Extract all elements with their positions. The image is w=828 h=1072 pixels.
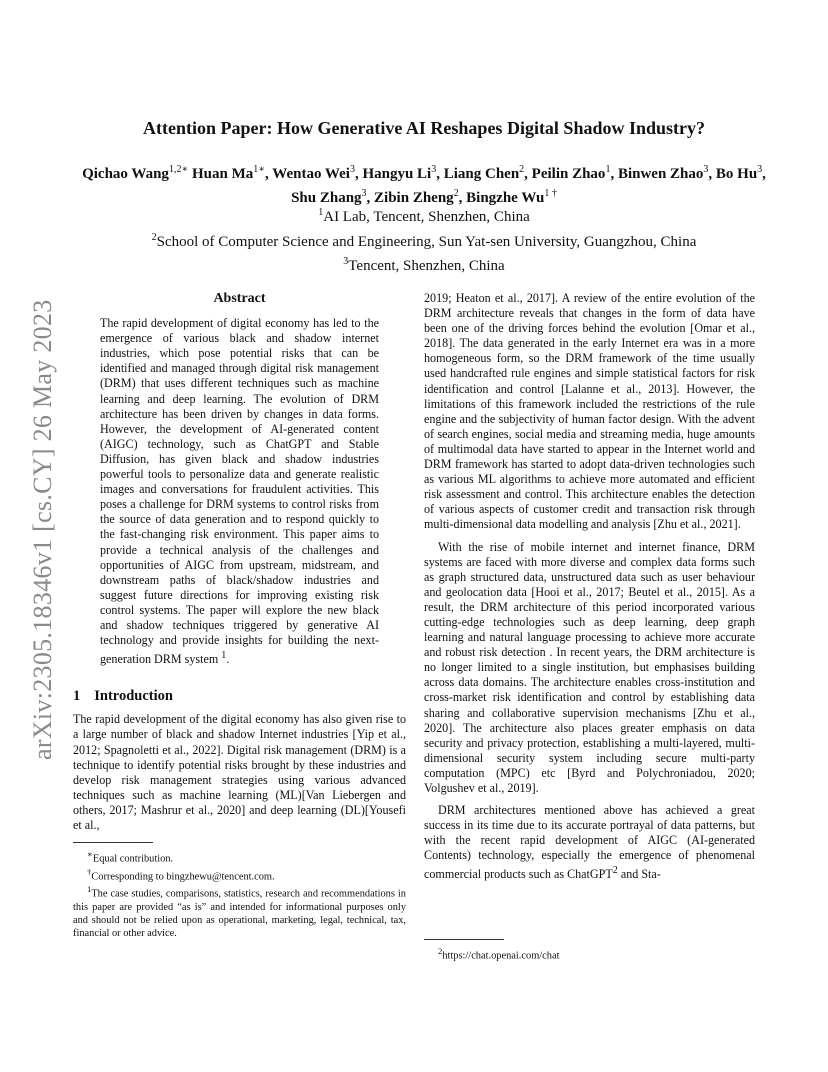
footnote-mark: 1 (87, 884, 92, 895)
footnote-mark: 2 (438, 946, 443, 956)
footnote-mark: 1 (221, 650, 227, 662)
author-affil-mark: 2 (453, 188, 459, 199)
affiliation (60, 228, 788, 253)
section-number: 1 (73, 688, 81, 705)
footnote-mark: † (87, 866, 92, 877)
footnote-text: Equal contribution. (92, 853, 174, 865)
author-affil-mark: 3 (757, 164, 763, 175)
author-affil-mark: 1∗ (253, 164, 266, 175)
introduction-paragraph: The rapid development of the digital economy has also given rise to a large number of black and shadow Internet industries [Yip et al., 2012; Spagnoletti et al., 2022]. Digital risk management (DRM) is a technique to identify potential risks brought by these industries and develop risk management strategies using various advanced techniques such as machine learning (ML)[Van Liebergen and others, 2017; Mashrur et al., 2020] and deep learning (DL)[Yousefi et al., (73, 712, 406, 833)
footnote (73, 883, 406, 939)
body-paragraph: 2019; Heaton et al., 2017]. A review of the entire evolution of the DRM architecture reveals that changes in the form of data have been one of the driving forces behind the evolution [Omar et al., 2018]. The data generated in the early Internet era was in a more homogeneous form, so the DRM framework of the time usually used handcrafted rule engines and simple statistical factors for risk identification and control [Lalanne et al., 2013]. However, the limitations of this framework included the restrictions of the rule engine and the subjectivity of human factor design. With the advent of search engines, social media and streaming media, huge amounts of multimodal data have started to appear in the Internet world and DRM framework has started to adopt data-driven technologies such as various ML algorithms to achieve more automated and efficient risk assessment and control. This architecture enables the detection of various aspects of customer credit and transaction risk through multi-dimensional data modelling and analysis [Zhu et al., 2021]. (424, 291, 755, 532)
author-affil-mark: 3 (431, 164, 437, 175)
author-name: Wentao Wei (272, 166, 350, 182)
section-title: Introduction (94, 688, 173, 705)
author-affil-mark: 1 † (544, 188, 557, 199)
affiliation-mark: 2 (151, 231, 157, 243)
author-list: Qichao Wang$^{1,2∗}$ Huan $Ma^{1∗}$, Wentao Wei$^3$, Hangyu Li$^3$, Liang Chen$^2$, Peilin Zhao$^1$, Binwen Zhao$^3$, Bo Hu$^3$, Shu Zhang$^3$, Zibin Zheng$^2$, Bingzhe $Wu^{1 \dagger}$ (82, 164, 766, 206)
author-name: Peilin Zhao (531, 166, 606, 182)
footnote-mark: ∗ (87, 849, 93, 860)
author-name: Hangyu Li (362, 166, 432, 182)
arxiv-identifier: arXiv:2305.18346v1 [cs.CY] 26 May 2023 (28, 299, 57, 760)
affiliation-mark: 1 (318, 207, 324, 218)
author-name: Bo Hu (715, 166, 758, 182)
footnote (73, 866, 406, 883)
footnote-divider (424, 939, 504, 940)
abstract-end: . (226, 652, 230, 667)
footnote (424, 945, 755, 962)
author-name: Shu Zhang (291, 190, 362, 206)
affiliation-text: School of Computer Science and Engineering, Sun Yat-sen University, Guangzhou, China (156, 233, 697, 250)
author-name: Binwen Zhao (617, 166, 704, 182)
affiliation-text: AI Lab, Tencent, Shenzhen, China (323, 209, 530, 225)
affiliation-list (60, 203, 788, 277)
author-name: Huan Ma (191, 166, 254, 182)
author-affil-mark: 1,2∗ (168, 164, 189, 175)
body-paragraph (424, 803, 755, 883)
footnote (73, 848, 406, 865)
abstract-body: The rapid development of digital economy has led to the emergence of various black and shadow internet industries, which pose potential risks that can be identified and managed through digital risk management (DRM) that uses different techniques such as machine learning and deep learning. The evolution of DRM architecture has been driven by changes in data forms. However, the development of AI-generated content (AIGC) technology, such as ChatGPT and Stable Diffusion, has given black and shadow industries powerful tools to personalize data and generate realistic images and conversations for fraudulent activities. This poses a challenge for DRM systems to control risks from the source of data generation and to respond quickly to the fast-changing risk environment. This paper aims to provide a technical analysis of the challenges and opportunities of AIGC from upstream, midstream, and downstream paths of black/shadow industries and suggest future directions for improving existing risk control systems. The paper will explore the new black and shadow techniques triggered by generative AI technology and provide insights for building the next-generation DRM system (100, 316, 379, 667)
body-paragraph: With the rise of mobile internet and internet finance, DRM systems are faced with more diverse and complex data forms such as graph structured data, unstructured data such as user behaviour and geolocation data [Hooi et al., 2017; Beutel et al., 2015]. As a result, the DRM architecture of this period incorporated various cutting-edge technologies such as deep learning, deep graph learning and natural language processing to achieve more accurate and robust risk detection . In recent years, the DRM architecture is no longer limited to a single institution, but emphasises building across data domains. The architecture enables cross-institution and cross-market risk identification and control by establishing data sharing and collaborative supervision mechanisms [Zhu et al., 2020]. The architecture also places greater emphasis on data security and privacy protection, establishing a multi-layered, multi-dimensional security system including secure multi-party computation (MPC) etc [Byrd and Polychroniadou, 2020; Volgushev et al., 2019]. (424, 539, 755, 795)
author-affil-mark: 1 (605, 164, 611, 175)
abstract-heading: Abstract (213, 291, 266, 306)
affiliation (60, 203, 788, 228)
body-text: DRM architectures mentioned above has achieved a great success in its time due to its accurate portrayal of data patterns, but with the recent rapid development of AIGC (AI-generated Contents) technology, especially the emergence of phenomenal commercial products such as ChatGPT (424, 803, 755, 882)
affiliation-mark: 3 (343, 256, 349, 267)
footnote-mark: 2 (612, 865, 618, 877)
author-name: Liang Chen (443, 166, 520, 182)
footnote-link[interactable]: https://chat.openai.com/chat (442, 950, 560, 962)
body-text: and Sta- (617, 867, 661, 882)
author-name: Qichao Wang (82, 166, 169, 182)
abstract-text (100, 316, 379, 667)
author-affil-mark: 2 (519, 164, 525, 175)
paper-title: Attention Paper: How Generative AI Reshapes Digital Shadow Industry? (142, 118, 705, 138)
footnote-text: The case studies, comparisons, statistics, research and recommendations in this paper are provided “as is” and intended for informational purposes only and should not be relied upon as operational, marketing, legal, technical, tax, financial or other advice. (73, 888, 406, 939)
author-name: Zibin Zheng (374, 190, 454, 206)
author-affil-mark: 3 (349, 164, 355, 175)
footnote-divider (73, 842, 153, 843)
affiliation (60, 252, 788, 277)
footnote-text: Corresponding to bingzhewu@tencent.com. (91, 871, 275, 883)
left-column (73, 291, 406, 940)
author-affil-mark: 3 (361, 188, 367, 199)
author-name: Bingzhe Wu (466, 190, 545, 206)
right-column (424, 291, 755, 883)
section-heading-introduction (73, 689, 406, 704)
right-footnotes (424, 930, 755, 962)
affiliation-text: Tencent, Shenzhen, China (348, 258, 505, 274)
author-affil-mark: 3 (703, 164, 709, 175)
